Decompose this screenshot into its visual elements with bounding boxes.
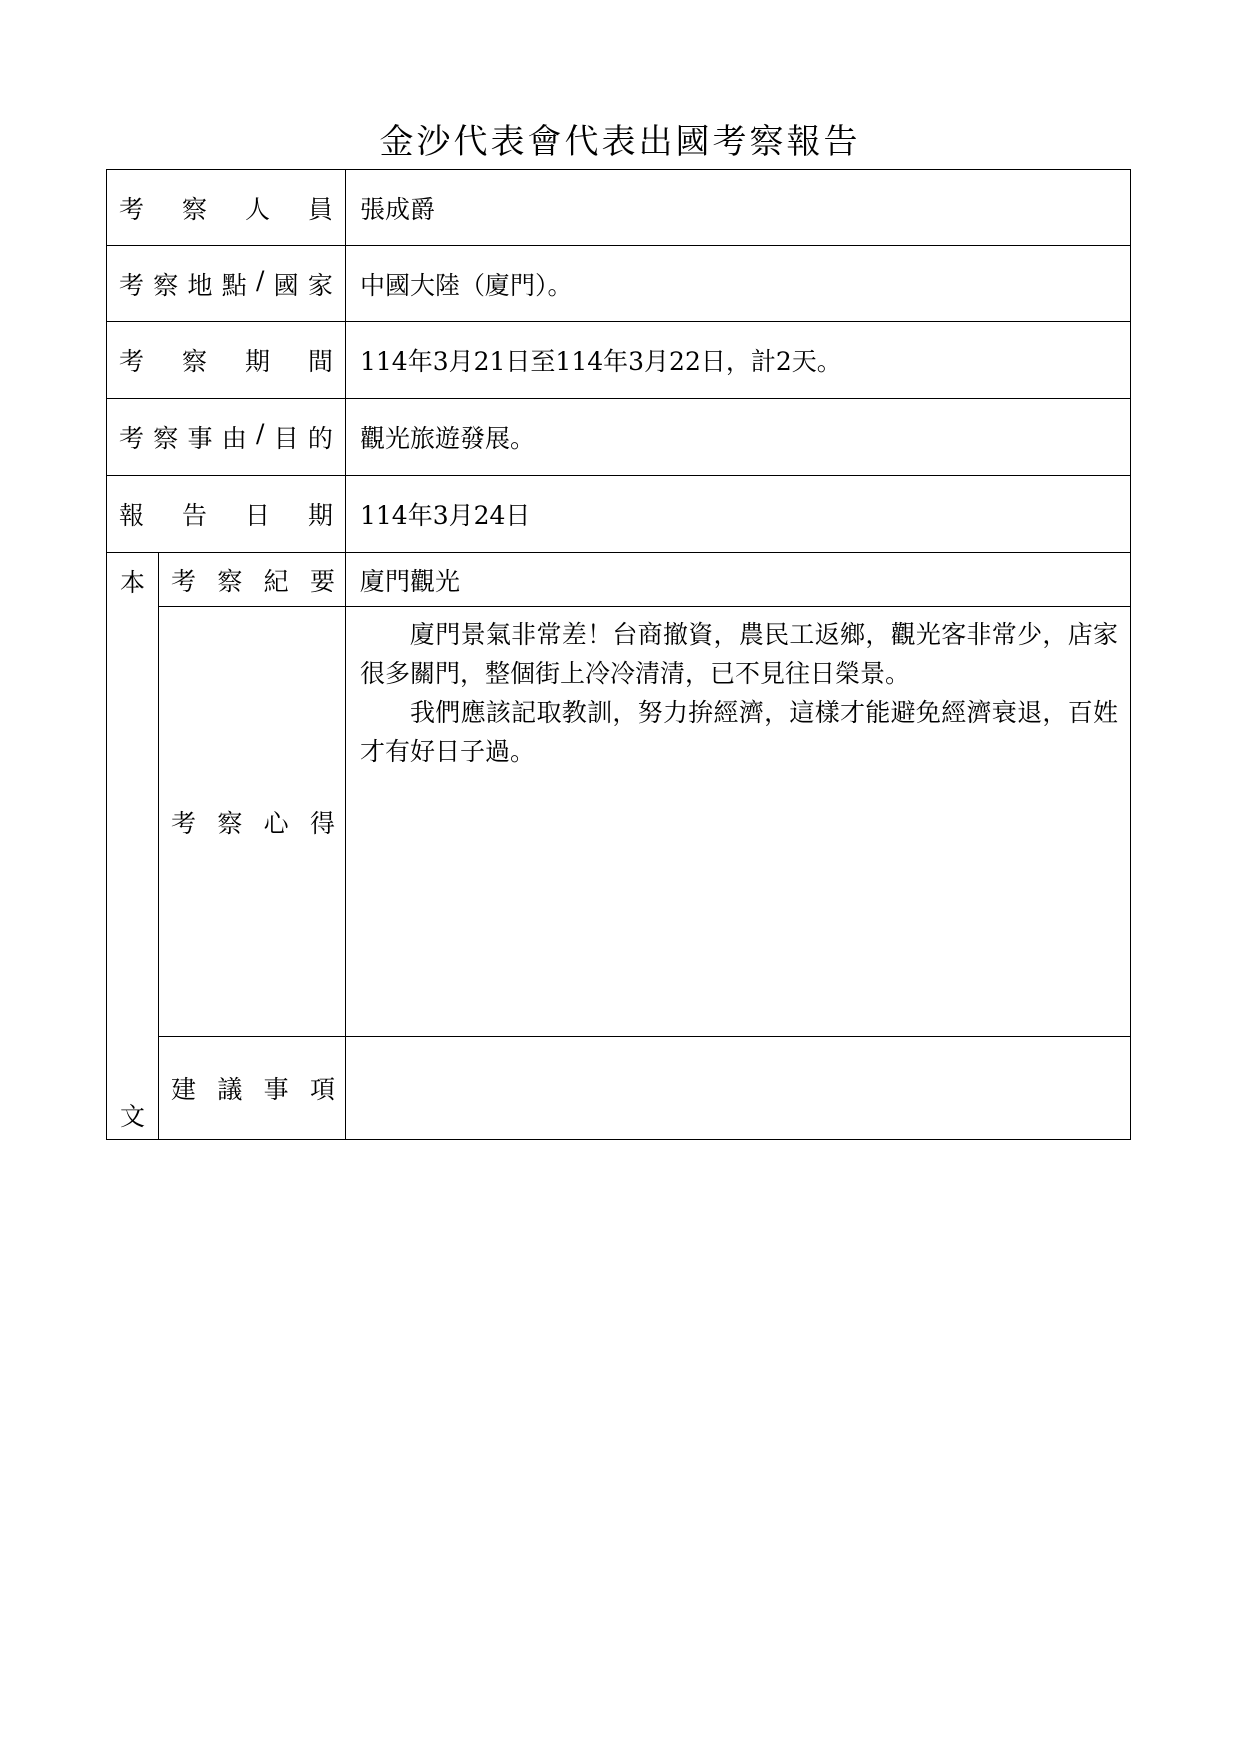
insights-paragraph: 廈門景氣非常差！台商撤資，農民工返鄉，觀光客非常少，店家很多關門，整個街上冷冷清清，已不見往日榮景。 [360, 620, 1118, 688]
label-purpose: 考 察 事 由 / 目 的 [107, 399, 346, 476]
page-title: 金沙代表會代表出國考察報告 [379, 122, 861, 162]
row-insights [107, 607, 1131, 1037]
row-suggestions [107, 1037, 1131, 1140]
insights-paragraph: 我們應該記取教訓，努力拚經濟，這樣才能避免經濟衰退，百姓才有好日子過。 [360, 698, 1118, 766]
value-summary: 廈門觀光 [346, 553, 1131, 607]
value-location: 中國大陸（廈門）。 [346, 246, 1131, 322]
label-summary: 考 察 紀 要 [159, 553, 346, 607]
body-section-label: 本 文 [107, 553, 159, 1140]
value-purpose: 觀光旅遊發展。 [346, 399, 1131, 476]
row-personnel [107, 170, 1131, 246]
label-suggestions: 建 議 事 項 [159, 1037, 346, 1140]
report-table [106, 169, 1131, 1140]
label-personnel: 考 察 人 員 [107, 170, 346, 246]
row-summary [107, 553, 1131, 607]
row-location [107, 246, 1131, 322]
value-insights [346, 607, 1131, 1037]
row-period [107, 322, 1131, 399]
label-insights: 考 察 心 得 [159, 607, 346, 1037]
row-report-date [107, 476, 1131, 553]
value-personnel: 張成爵 [346, 170, 1131, 246]
value-period: 114年3月21日至114年3月22日，計2天。 [346, 322, 1131, 399]
label-period: 考 察 期 間 [107, 322, 346, 399]
value-suggestions [346, 1037, 1131, 1140]
label-report-date: 報 告 日 期 [107, 476, 346, 553]
label-location: 考 察 地 點 / 國 家 [107, 246, 346, 322]
row-purpose [107, 399, 1131, 476]
value-report-date: 114年3月24日 [346, 476, 1131, 553]
